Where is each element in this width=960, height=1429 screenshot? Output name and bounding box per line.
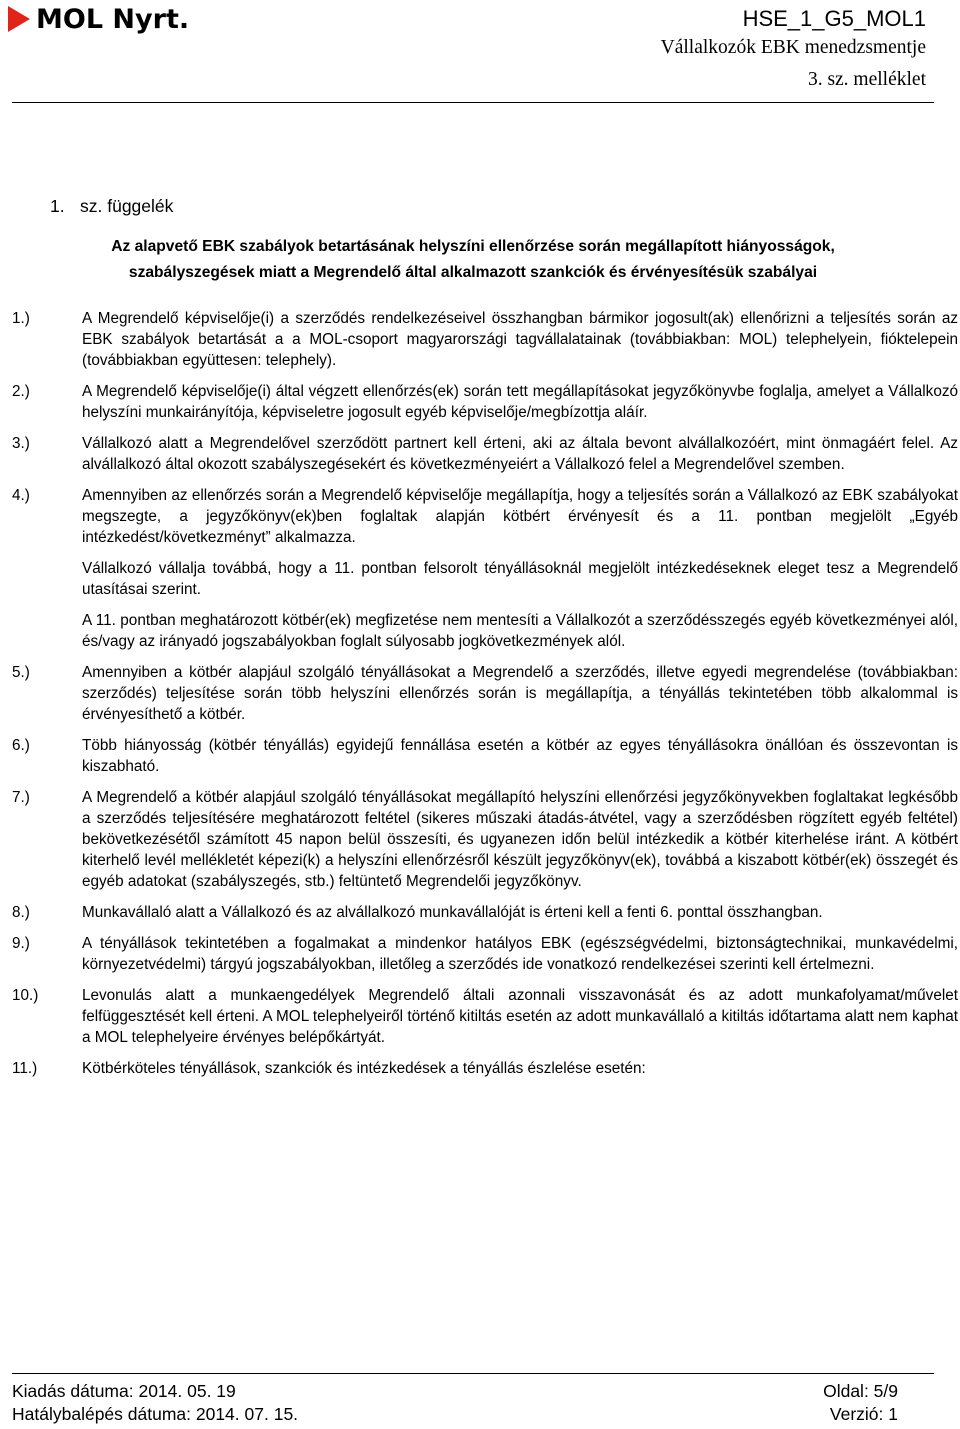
item-paragraph: A tényállások tekintetében a fogalmakat a mindenkor hatályos EBK (egészségvédelmi, biztonságtechnikai, munkavédelmi, környezetvédelmi) tárgyú jogszabályokban, illetőleg a szerződés ide vonatkozó rendelkezései szerinti kell értelmezni. bbox=[82, 935, 958, 973]
list-item bbox=[12, 485, 958, 652]
item-paragraph: A Megrendelő a kötbér alapjául szolgáló tényállásokat megállapító helyszíni ellenőrzési jegyzőkönyvekben foglaltakat legkésőbb a szerződés teljesítésére meghatározott feltétel (sikeres műszaki átadás-átvétel, vagy a szerződésben rögzített egyéb feltétel) bekövetkezésétől számított 45 napon belül összesíti, és ugyanezen időn belül intézkedik a kötbér kiterhelése iránt. A kötbért kiterhelő levél mellékletét képezi(k) a helyszíni ellenőrzésről készült jegyzőkönyv(ek), továbbá a kiszabott kötbér(ek) összegét és egyéb adatokat (szabályszegés, stb.) feltüntető Megrendelői jegyzőkönyv. bbox=[82, 789, 958, 890]
item-number: 1.) bbox=[12, 310, 30, 327]
header-divider bbox=[12, 102, 934, 103]
item-number: 11.) bbox=[12, 1060, 38, 1077]
footer-row-2 bbox=[12, 1403, 898, 1425]
item-paragraph: A Megrendelő képviselője(i) által végzett ellenőrzés(ek) során tett megállapításokat jegyzőkönyvbe foglalja, amelyet a Vállalkozó helyszíni munkairányítója, képviseletre jogosult egyéb képviselője/megbízottja aláír. bbox=[82, 383, 958, 421]
list-item bbox=[12, 1058, 958, 1079]
item-number: 8.) bbox=[12, 904, 30, 921]
item-paragraph: Vállalkozó alatt a Megrendelővel szerződött partnert kell érteni, aki az általa bevont alvállalkozóért, mint önmagáért felel. Az alvállalkozó által okozott szabályszegésekért és következményeiért a Vállalkozó felel a Megrendelővel szemben. bbox=[82, 435, 958, 473]
document-title: Vállalkozók EBK menedzsmentje bbox=[660, 37, 926, 58]
list-item bbox=[12, 902, 958, 923]
item-body bbox=[82, 933, 958, 975]
item-number: 2.) bbox=[12, 383, 30, 400]
heading-line-2: szabályszegések miatt a Megrendelő által alkalmazott szankciók és érvényesítésük szabályai bbox=[128, 264, 818, 281]
item-body bbox=[82, 485, 958, 652]
item-number: 10.) bbox=[12, 987, 39, 1004]
item-paragraph: Amennyiben a kötbér alapjául szolgáló tényállásokat a Megrendelő a szerződés, illetve egyedi megrendelése (továbbiakban: szerződés) teljesítése során több helyszíni ellenőrzés során is megállapítja, a tényállás tekintetében több alkalommal is érvényesíthető a kötbér. bbox=[82, 664, 958, 723]
item-body bbox=[82, 1058, 958, 1079]
item-paragraph: Kötbérköteles tényállások, szankciók és intézkedések a tényállás észlelése esetén: bbox=[82, 1060, 646, 1077]
version: Verzió: 1 bbox=[829, 1404, 898, 1424]
item-number: 7.) bbox=[12, 789, 30, 806]
item-body bbox=[82, 985, 958, 1048]
issue-date: Kiadás dátuma: 2014. 05. 19 bbox=[12, 1381, 236, 1401]
document-code: HSE_1_G5_MOL1 bbox=[742, 6, 926, 31]
document-header bbox=[661, 6, 926, 96]
item-paragraph: A Megrendelő képviselője(i) a szerződés rendelkezéseivel összhangban bármikor jogosult(ak) ellenőrizni a teljesítés során az EBK szabályok betartását a a MOL-csoport magyarországi tagvállalatainak (továbbiakban: MOL) telephelyein, fióktelepein (továbbiakban együttesen: telephely). bbox=[82, 310, 958, 369]
numbered-list bbox=[12, 308, 958, 1089]
page-number: Oldal: 5/9 bbox=[823, 1381, 898, 1401]
item-body bbox=[82, 381, 958, 423]
list-item bbox=[12, 735, 958, 777]
footer-divider bbox=[12, 1373, 934, 1374]
list-item bbox=[12, 787, 958, 892]
list-item bbox=[12, 381, 958, 423]
effective-date: Hatálybalépés dátuma: 2014. 07. 15. bbox=[12, 1404, 299, 1424]
logo-text: MOL Nyrt. bbox=[36, 3, 190, 35]
item-number: 4.) bbox=[12, 487, 30, 504]
list-item bbox=[12, 662, 958, 725]
item-number: 6.) bbox=[12, 737, 30, 754]
footer-row-1 bbox=[12, 1380, 898, 1402]
company-logo bbox=[8, 2, 189, 36]
item-body bbox=[82, 662, 958, 725]
list-item bbox=[12, 985, 958, 1048]
item-paragraph: Több hiányosság (kötbér tényállás) egyidejű fennállása esetén a kötbér az egyes tényállásokra önállóan és összevontan is kiszabható. bbox=[82, 737, 958, 775]
item-paragraph: Munkavállaló alatt a Vállalkozó és az alvállalkozó munkavállalóját is érteni kell a fenti 6. ponttal összhangban. bbox=[82, 904, 823, 921]
mol-arrow-icon bbox=[8, 6, 30, 32]
appendix-number: 1. bbox=[50, 196, 65, 216]
section-heading bbox=[12, 234, 934, 286]
appendix-label bbox=[50, 196, 173, 217]
appendix-text: sz. függelék bbox=[80, 196, 174, 216]
item-body bbox=[82, 787, 958, 892]
item-number: 9.) bbox=[12, 935, 30, 952]
item-paragraph: Amennyiben az ellenőrzés során a Megrendelő képviselője megállapítja, hogy a teljesítés során a Vállalkozó az EBK szabályokat megszegte, a jegyzőkönyv(ek)ben foglaltak alapján kötbért érvényesít és a 11. pontban megjelölt „Egyéb intézkedést/következményt” alkalmazza. bbox=[82, 487, 958, 546]
item-body bbox=[82, 902, 958, 923]
list-item bbox=[12, 933, 958, 975]
annex-label: 3. sz. melléklet bbox=[807, 69, 926, 90]
item-paragraph: A 11. pontban meghatározott kötbér(ek) megfizetése nem mentesíti a Vállalkozót a szerződésszegés egyéb következményei alól, és/vagy az irányadó jogszabályokban foglalt súlyosabb jogkövetkezmények alól. bbox=[82, 612, 958, 650]
heading-line-1: Az alapvető EBK szabályok betartásának helyszíni ellenőrzése során megállapított hiányosságok, bbox=[111, 238, 835, 255]
item-body bbox=[82, 735, 958, 777]
item-body bbox=[82, 308, 958, 371]
list-item bbox=[12, 433, 958, 475]
item-number: 5.) bbox=[12, 664, 30, 681]
item-number: 3.) bbox=[12, 435, 30, 452]
item-paragraph: Vállalkozó vállalja továbbá, hogy a 11. pontban felsorolt tényállásoknál megjelölt intézkedéseknek eleget tesz a Megrendelő utasításai szerint. bbox=[82, 560, 958, 598]
item-paragraph: Levonulás alatt a munkaengedélyek Megrendelő általi azonnali visszavonását és az adott munkafolyamat/művelet felfüggesztését kell érteni. A MOL telephelyeiről történő kitiltás esetén az adott munkavállaló a kitiltás időtartama alatt nem kaphat a MOL telephelyeire érvényes belépőkártyát. bbox=[82, 987, 958, 1046]
item-body bbox=[82, 433, 958, 475]
list-item bbox=[12, 308, 958, 371]
